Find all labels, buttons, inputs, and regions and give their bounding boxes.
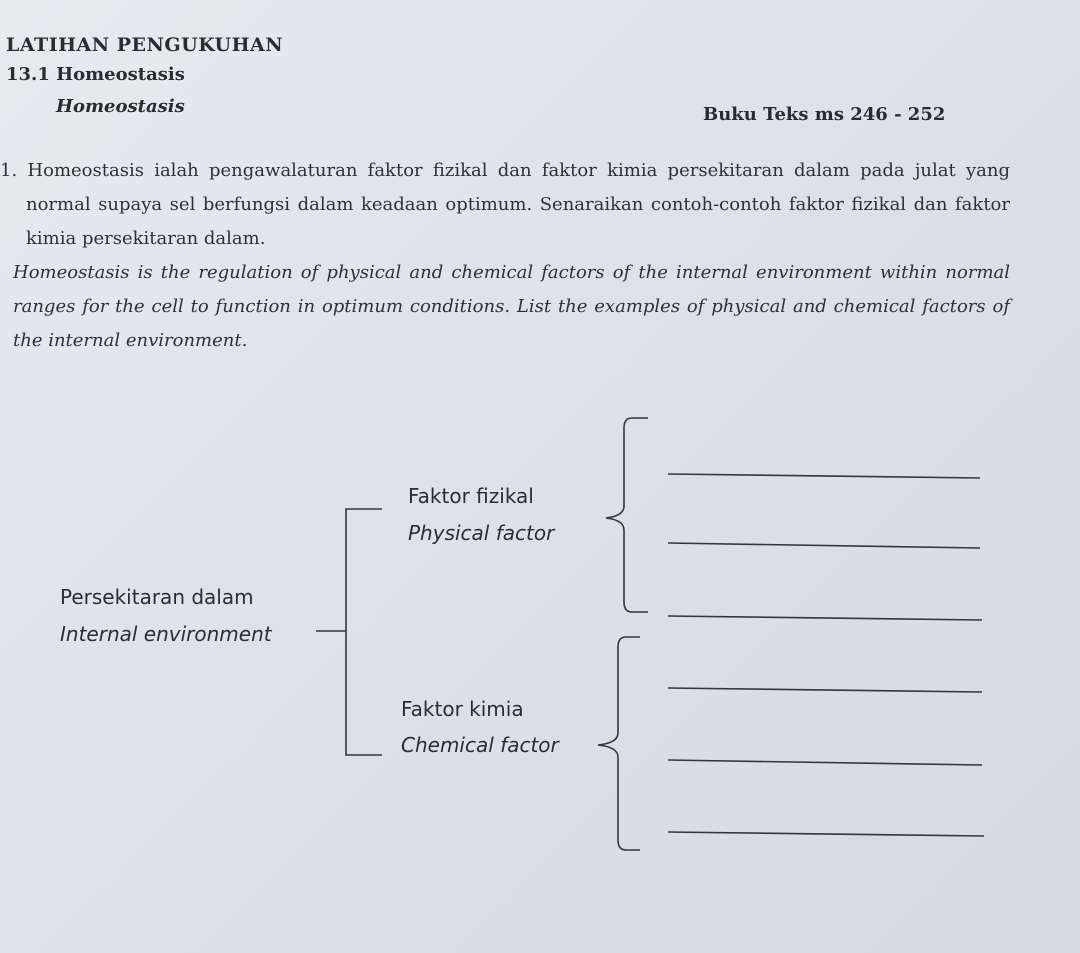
chemical-brace <box>598 637 640 850</box>
physical-answer-blank-1 <box>668 474 980 478</box>
main-bracket <box>346 509 382 755</box>
physical-factor-label-malay: Faktor fizikal <box>408 484 534 508</box>
physical-brace <box>606 418 648 612</box>
physical-answer-blank-3 <box>668 616 982 620</box>
chemical-factor-label-english: Chemical factor <box>401 733 559 757</box>
physical-answer-blank-2 <box>668 543 980 548</box>
subtopic-label: Homeostasis <box>56 96 185 117</box>
root-label-malay: Persekitaran dalam <box>60 585 254 609</box>
question-text-english: Homeostasis is the regulation of physical and chemical factors of the internal environment within normal ranges for the cell to function in optimum conditions. List the examples of physical and chemical factors of the internal environment. <box>13 262 1010 351</box>
physical-factor-label-english: Physical factor <box>408 521 555 545</box>
question-text-malay: 1. Homeostasis ialah pengawalaturan faktor fizikal dan faktor kimia persekitaran dalam pada julat yang normal supaya sel berfungsi dalam keadaan optimum. Senaraikan contoh-contoh faktor fizikal dan faktor kimia persekitaran dalam. <box>0 160 1010 249</box>
root-label-english: Internal environment <box>60 622 272 646</box>
textbook-reference: Buku Teks ms 246 - 252 <box>703 104 946 125</box>
chemical-answer-blank-1 <box>668 688 982 692</box>
worksheet-title: LATIHAN PENGUKUHAN <box>6 34 284 56</box>
chemical-answer-blank-3 <box>668 832 984 836</box>
chemical-factor-label-malay: Faktor kimia <box>401 697 524 721</box>
section-heading: 13.1 Homeostasis <box>6 64 185 85</box>
chemical-answer-blank-2 <box>668 760 982 765</box>
